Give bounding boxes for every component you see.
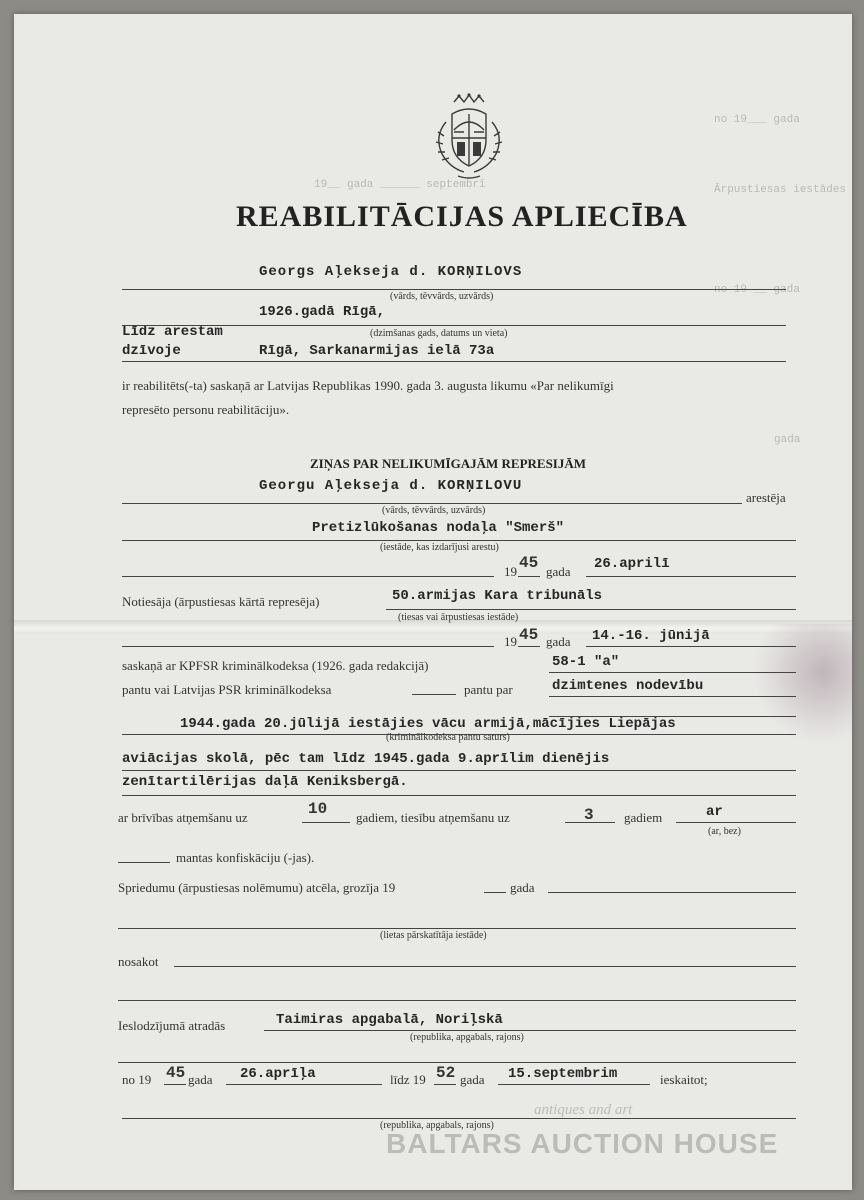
underline: [302, 822, 350, 823]
latvia-coat-of-arms-emblem: [424, 92, 514, 184]
arrested-label: arestēja: [746, 490, 786, 505]
bleed-through-text: no 19 __ gada: [714, 284, 800, 296]
sentence-prison-label: ar brīvības atņemšanu uz: [118, 810, 248, 825]
underline: [518, 646, 540, 647]
certificate-paper: [14, 14, 852, 1190]
underline: [122, 503, 742, 504]
to-date: 15.septembrim: [508, 1066, 618, 1082]
from-year: 45: [166, 1064, 186, 1082]
underline: [122, 361, 786, 362]
underline: [122, 325, 786, 326]
bleed-through-text: no 19___ gada: [714, 114, 800, 126]
person-name-dative: Georgu Aļekseja d. KORŅILOVU: [259, 478, 523, 494]
prison-years: 10: [308, 800, 328, 818]
name2-caption: (vārds, tēvvārds, uzvārds): [382, 505, 486, 516]
court-name: 50.armijas Kara tribunāls: [392, 588, 603, 604]
underline: [484, 892, 506, 893]
underline: [548, 892, 796, 893]
underline: [174, 966, 796, 967]
case-detail-line3: zenītartilērijas daļā Keniksbergā.: [122, 774, 408, 790]
live-label-line2: dzīvoje: [122, 343, 181, 359]
institution-caption: (iestāde, kas izdarījusi arestu): [380, 542, 499, 553]
code-line2-b: pantu par: [464, 682, 513, 697]
statement-line2: represēto personu reabilitāciju».: [122, 402, 290, 417]
to-label: līdz 19: [390, 1072, 426, 1087]
underline: [122, 540, 796, 541]
underline: [386, 609, 796, 610]
nosakot-label: nosakot: [118, 954, 159, 969]
sentence-rights-label: gadiem, tiesību atņemšanu uz: [356, 810, 510, 825]
case-detail-line1: 1944.gada 20.jūlijā iestājies vācu armijā,mācījies Liepājas: [180, 716, 676, 732]
gada-label: gada: [546, 564, 571, 579]
underline: [549, 696, 796, 697]
birth-info: 1926.gadā Rīgā,: [259, 304, 386, 320]
birth-caption: (dzimšanas gads, datums un vieta): [370, 328, 508, 339]
underline: [118, 928, 796, 929]
underline: [122, 289, 786, 290]
ieskaitot-label: ieskaitot;: [660, 1072, 708, 1087]
person-name: Georgs Aļekseja d. KORŅILOVS: [259, 264, 523, 280]
review-caption: (lietas pārskatītāja iestāde): [380, 930, 487, 941]
arrest-year: 45: [519, 554, 539, 572]
underline: [565, 822, 615, 823]
water-stain: [754, 624, 852, 744]
underline: [412, 694, 456, 695]
underline: [122, 770, 796, 771]
detail-caption: (kriminālkodeksa pantu saturs): [386, 732, 510, 743]
underline: [164, 1084, 186, 1085]
underline: [122, 795, 796, 796]
underline: [118, 862, 170, 863]
gada-label: gada: [546, 634, 571, 649]
from-gada: gada: [188, 1072, 213, 1087]
arrest-date: 26.aprilī: [594, 556, 670, 572]
prison-caption: (republika, apgabals, rajons): [410, 1032, 524, 1043]
verdict-gada: gada: [510, 880, 535, 895]
article-number: 58-1 "a": [552, 654, 620, 670]
court-year: 45: [519, 626, 539, 644]
sentence-gadiem-label: gadiem: [624, 810, 663, 825]
bleed-through-text: 19__ gada ______ septembrī: [314, 179, 486, 191]
from-label: no 19: [122, 1072, 152, 1087]
underline: [676, 822, 796, 823]
underline: [586, 646, 796, 647]
document-title: REABILITĀCIJAS APLIECĪBA: [236, 200, 688, 233]
prison-label: Ieslodzījumā atradās: [118, 1018, 226, 1033]
statement-line1: ir reabilitēts(-ta) saskaņā ar Latvijas Republikas 1990. gada 3. augusta likumu «Par nelikumīgi: [122, 378, 614, 393]
to-gada: gada: [460, 1072, 485, 1087]
underline: [498, 1084, 650, 1085]
watermark-tagline: antiques and art: [534, 1102, 633, 1118]
confiscation-value: ar: [706, 804, 723, 820]
to-year: 52: [436, 1064, 456, 1082]
bleed-through-text: Ārpustiesas iestādes: [714, 184, 847, 196]
from-date: 26.aprīļa: [240, 1066, 316, 1082]
underline: [518, 576, 540, 577]
confiscation-text: mantas konfiskāciju (-jas).: [176, 850, 315, 865]
code-line1: saskaņā ar KPFSR kriminālkodeksa (1926. gada redakcijā): [122, 658, 429, 673]
rights-years: 3: [584, 806, 594, 824]
verdict-line: Spriedumu (ārpustiesas nolēmumu) atcēla, grozīja 19: [118, 880, 396, 895]
case-detail-line2: aviācijas skolā, pēc tam līdz 1945.gada 9.aprīlim dienējis: [122, 751, 610, 767]
underline: [118, 1000, 796, 1001]
prison-place: Taimiras apgabalā, Noriļskā: [276, 1012, 503, 1028]
underline: [264, 1030, 796, 1031]
underline: [118, 1062, 796, 1063]
year-prefix: 19: [504, 634, 517, 649]
underline: [226, 1084, 382, 1085]
year-prefix: 19: [504, 564, 517, 579]
section-title: ZIŅAS PAR NELIKUMĪGAJĀM REPRESIJĀM: [310, 456, 587, 471]
underline: [434, 1084, 456, 1085]
bleed-through-text: gada: [774, 434, 801, 446]
underline: [586, 576, 796, 577]
watermark-brand: BALTARS AUCTION HOUSE: [386, 1128, 779, 1159]
court-caption: (tiesas vai ārpustiesas iestāde): [398, 612, 519, 623]
court-date: 14.-16. jūnijā: [592, 628, 710, 644]
confiscation-caption: (ar, bez): [708, 826, 741, 837]
address: Rīgā, Sarkanarmijas ielā 73a: [259, 343, 495, 359]
live-label-line1: Līdz arestam: [122, 324, 223, 340]
underline: [122, 1118, 796, 1119]
underline: [122, 646, 494, 647]
final-caption: (republika, apgabals, rajons): [380, 1120, 494, 1131]
name-caption: (vārds, tēvvārds, uzvārds): [390, 291, 494, 302]
underline: [122, 576, 494, 577]
crime-description: dzimtenes nodevību: [552, 678, 704, 694]
arresting-institution: Pretizlūkošanas nodaļa "Smerš": [312, 520, 565, 536]
sentenced-label: Notiesāja (ārpustiesas kārtā represēja): [122, 594, 320, 609]
underline: [549, 672, 796, 673]
code-line2-a: pantu vai Latvijas PSR kriminālkodeksa: [122, 682, 332, 697]
